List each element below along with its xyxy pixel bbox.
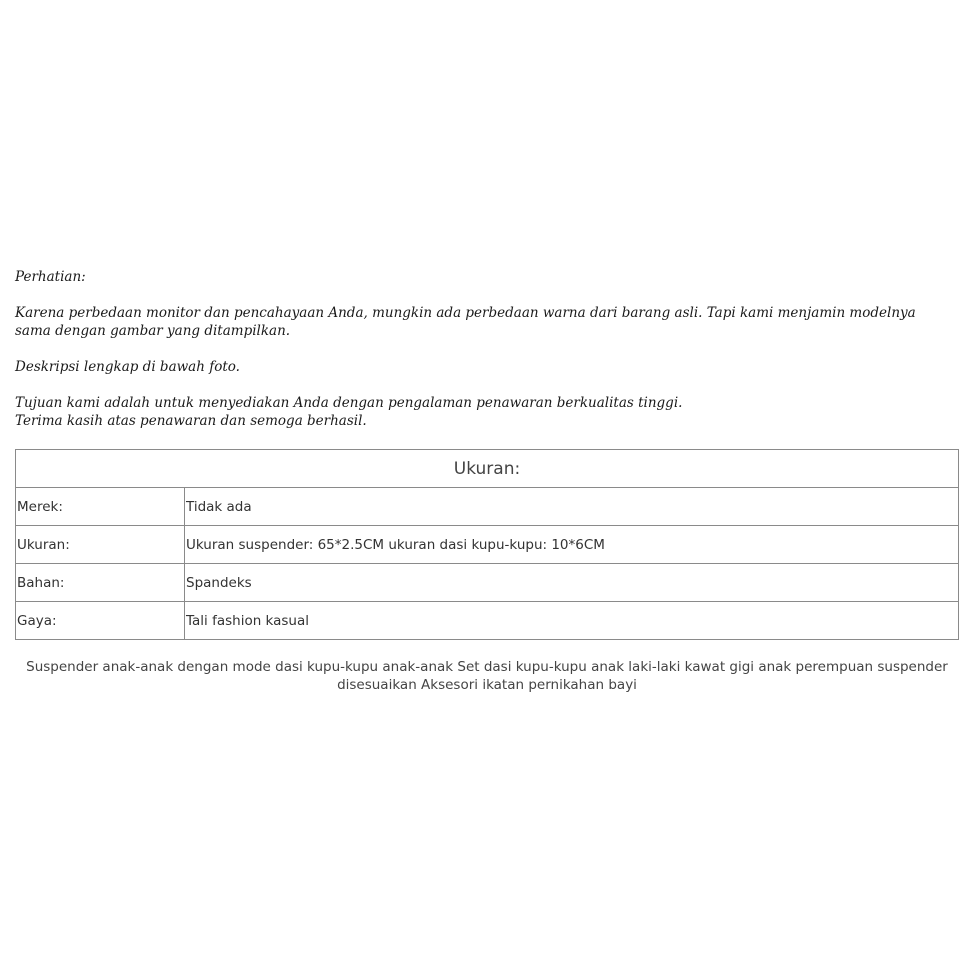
spec-table-header-row xyxy=(16,450,959,488)
spec-label: Bahan: xyxy=(16,564,185,602)
notice-paragraph-goal: Tujuan kami adalah untuk menyediakan Anda dengan pengalaman penawaran berkualitas tinggi. xyxy=(15,395,683,411)
spec-value: Spandeks xyxy=(185,564,959,602)
notice-paragraph-description: Deskripsi lengkap di bawah foto. xyxy=(15,359,240,375)
table-row xyxy=(16,488,959,526)
table-row xyxy=(16,564,959,602)
spec-value: Tidak ada xyxy=(185,488,959,526)
spec-value: Tali fashion kasual xyxy=(185,602,959,640)
spec-label: Merek: xyxy=(16,488,185,526)
notice-paragraph-color: Karena perbedaan monitor dan pencahayaan Anda, mungkin ada perbedaan warna dari barang asli. Tapi kami menjamin modelnya sama dengan gambar yang ditampilkan. xyxy=(15,305,916,339)
spec-label: Ukuran: xyxy=(16,526,185,564)
table-row xyxy=(16,602,959,640)
notice-section xyxy=(15,268,945,430)
notice-heading: Perhatian: xyxy=(15,269,86,285)
spec-label: Gaya: xyxy=(16,602,185,640)
spec-value: Ukuran suspender: 65*2.5CM ukuran dasi kupu-kupu: 10*6CM xyxy=(185,526,959,564)
table-row xyxy=(16,526,959,564)
spec-table-title: Ukuran: xyxy=(16,450,959,488)
notice-paragraph-thanks: Terima kasih atas penawaran dan semoga berhasil. xyxy=(15,413,367,429)
spec-table xyxy=(15,449,959,640)
product-caption: Suspender anak-anak dengan mode dasi kupu-kupu anak-anak Set dasi kupu-kupu anak laki-laki kawat gigi anak perempuan suspender disesuaikan Aksesori ikatan pernikahan bayi xyxy=(26,659,948,693)
